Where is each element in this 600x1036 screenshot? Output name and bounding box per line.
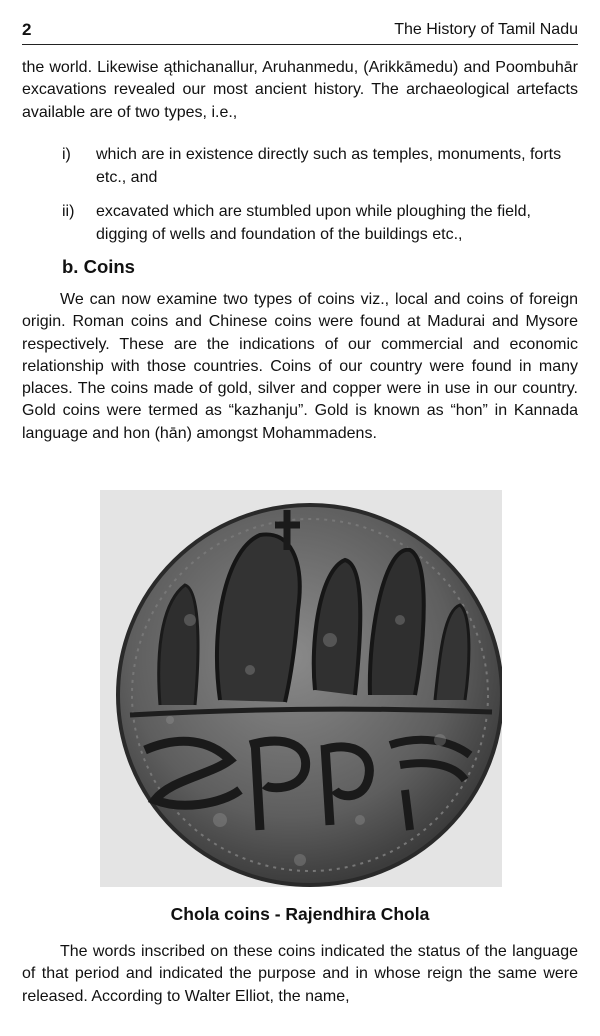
- running-header: [22, 18, 578, 45]
- intro-paragraph: the world. Likewise ąthichanallur, Aruhanmedu, (Arikkāmedu) and Poombuhār excavations revealed our most ancient history. The archaeological artefacts available are of two types, i.e.,: [22, 59, 578, 121]
- list-item: [62, 143, 578, 189]
- list-item-text: excavated which are stumbled upon while ploughing the field, digging of wells and foundation of the buildings etc.,: [96, 203, 531, 243]
- page-number: 2: [22, 20, 32, 39]
- section-heading: b. Coins: [62, 256, 135, 277]
- running-title: The History of Tamil Nadu: [394, 21, 578, 38]
- list-marker: ii): [62, 203, 75, 220]
- list-item-text: which are in existence directly such as temples, monuments, forts etc., and: [96, 146, 562, 186]
- closing-paragraph: The words inscribed on these coins indicated the status of the language of that period and indicated the purpose and in whose reign the same were released. According to Walter Elliot, the name,: [22, 943, 578, 1005]
- figure-caption: Chola coins - Rajendhira Chola: [170, 904, 430, 924]
- coin-image: [100, 490, 502, 887]
- list-item: [62, 200, 578, 246]
- coin-photograph: [100, 490, 502, 887]
- coins-paragraph: We can now examine two types of coins viz., local and coins of foreign origin. Roman coins and Chinese coins were found at Madurai and Mysore respectively. These are the indications of our commercial and economic relationship with those countries. Coins of our country were found in many places. The coins made of gold, silver and copper were in use in our country. Gold coins were termed as “kazhanju”. Gold is known as “hon” in Kannada language and hon (hān) amongst Mohammadens.: [22, 291, 578, 442]
- list-marker: i): [62, 146, 71, 163]
